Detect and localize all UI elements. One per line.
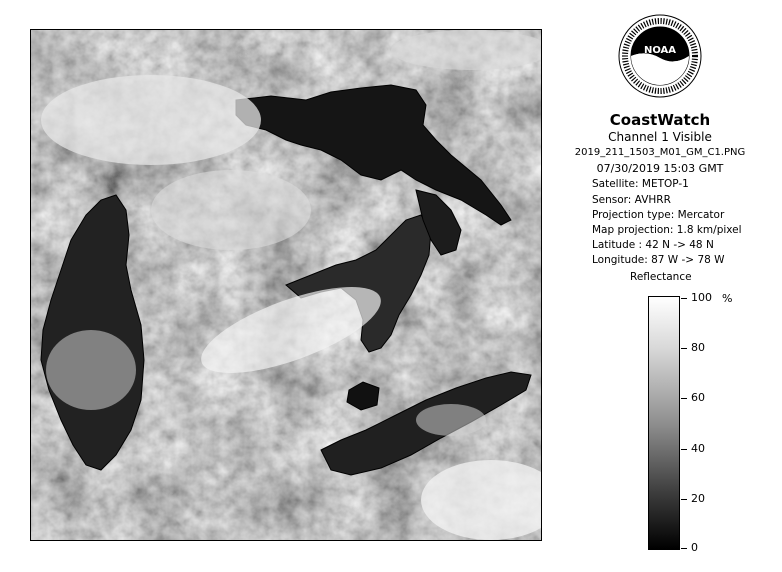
noaa-seal-icon xyxy=(618,14,702,98)
satellite-label: Satellite: METOP-1 xyxy=(592,178,689,190)
longitude-label: Longitude: 87 W -> 78 W xyxy=(592,254,725,266)
datetime-label: 07/30/2019 15:03 GMT xyxy=(596,162,724,175)
colorbar-tick-label: 40 xyxy=(691,442,705,455)
colorbar-tick-label: 0 xyxy=(691,541,698,554)
channel-label: Channel 1 Visible xyxy=(608,130,712,144)
cloud-lake-erie xyxy=(416,404,486,436)
sensor-label: Sensor: AVHRR xyxy=(592,194,671,206)
filename-label: 2019_211_1503_M01_GM_C1.PNG xyxy=(574,147,746,158)
colorbar-tick-label: 100 xyxy=(691,291,712,304)
product-title: CoastWatch xyxy=(609,111,711,129)
colorbar-unit: % xyxy=(722,292,733,305)
svg-text:NOAA: NOAA xyxy=(643,45,677,56)
reflectance-colorbar xyxy=(648,296,680,550)
colorbar-tick xyxy=(681,548,687,549)
colorbar-tick-label: 60 xyxy=(691,391,705,404)
colorbar-title: Reflectance xyxy=(630,271,692,283)
colorbar-tick xyxy=(681,348,687,349)
cloud-upper-peninsula xyxy=(151,170,311,250)
cloud-north-west xyxy=(41,75,261,165)
satellite-map xyxy=(31,30,541,540)
noaa-logo xyxy=(618,14,702,98)
colorbar-tick-label: 20 xyxy=(691,492,705,505)
colorbar-tick xyxy=(681,298,687,299)
map-projection-label: Map projection: 1.8 km/pixel xyxy=(592,224,742,236)
colorbar-tick xyxy=(681,499,687,500)
colorbar-tick-label: 80 xyxy=(691,341,705,354)
latitude-label: Latitude : 42 N -> 48 N xyxy=(592,239,714,251)
cloud-lake-michigan xyxy=(46,330,136,410)
colorbar-tick xyxy=(681,398,687,399)
projection-type-label: Projection type: Mercator xyxy=(592,209,725,221)
colorbar-tick xyxy=(681,449,687,450)
satellite-image xyxy=(30,29,542,541)
